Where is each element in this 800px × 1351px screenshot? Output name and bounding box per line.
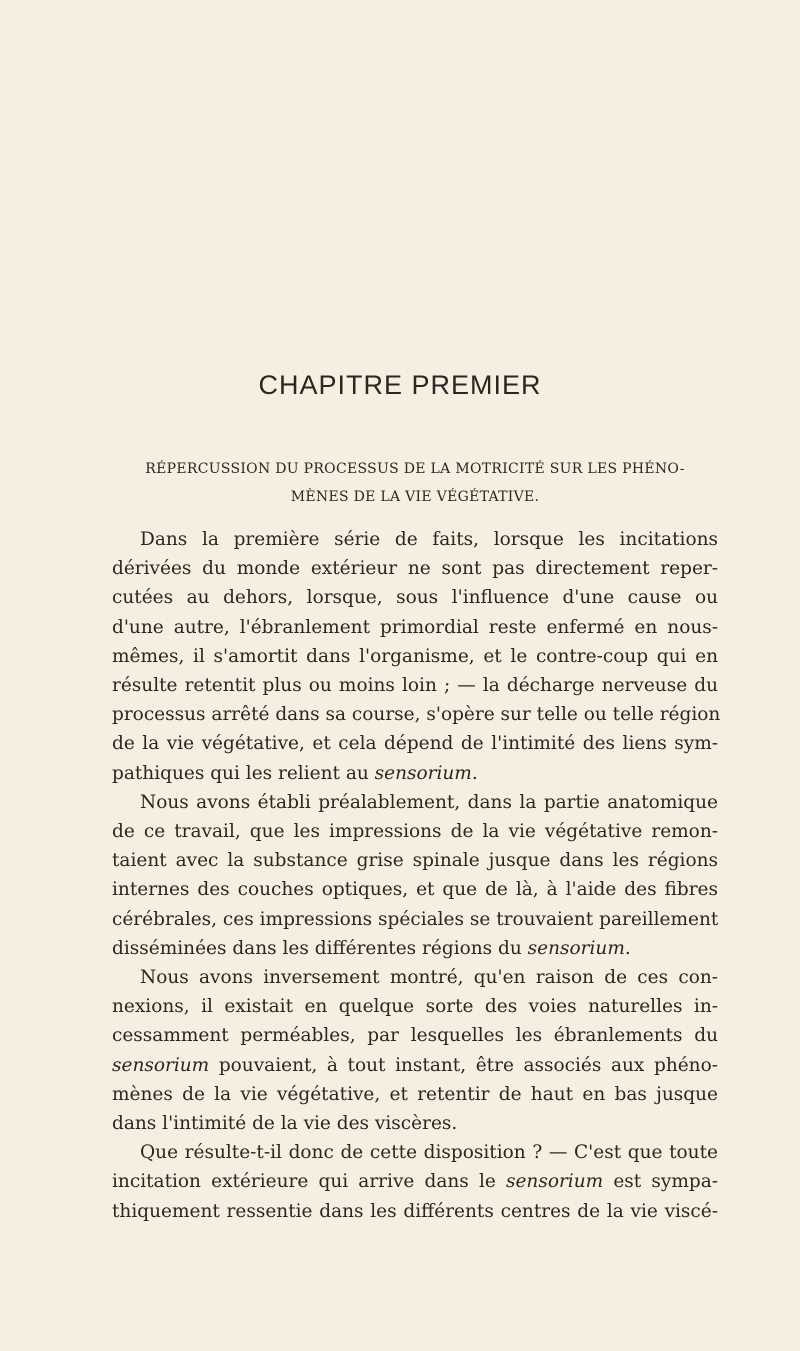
chapter-body — [112, 525, 721, 1226]
text-line: internes des couches optiques, et que de là, à l'aide des fibres — [112, 879, 718, 901]
text-line: Nous avons établi préalablement, dans la partie anatomique — [140, 791, 718, 813]
italic-term: sensorium. — [374, 762, 478, 784]
text-line: de ce travail, que les impressions de la vie végétative remon- — [112, 821, 718, 843]
text-line — [112, 1167, 718, 1196]
text-segment: incitation extérieure qui arrive dans le — [112, 1171, 506, 1193]
text-segment: disséminées dans les différentes régions du — [112, 937, 528, 959]
text-line — [112, 1051, 718, 1080]
text-line: nexions, il existait en quelque sorte des voies naturelles in- — [112, 996, 718, 1018]
text-line: résulte retentit plus ou moins loin ; — la décharge nerveuse du — [112, 675, 718, 697]
italic-term: sensorium — [505, 1171, 604, 1193]
text-line: dans l'intimité de la vie des viscères. — [112, 1113, 458, 1135]
text-line: cessamment perméables, par lesquelles les ébranlements du — [112, 1025, 718, 1047]
text-segment: est sympa- — [603, 1171, 718, 1193]
text-line: cérébrales, ces impressions spéciales se trouvaient pareillement — [112, 908, 719, 930]
subtitle-line-1: RÉPERCUSSION DU PROCESSUS DE LA MOTRICITÉ SUR LES PHÉNO- — [145, 461, 685, 477]
text-line: dérivées du monde extérieur ne sont pas directement reper- — [112, 558, 718, 580]
text-line: mènes de la vie végétative, et retentir de haut en bas jusque — [112, 1083, 718, 1105]
chapter-subtitle — [112, 455, 718, 511]
text-line: mêmes, il s'amortit dans l'organisme, et le contre-coup qui en — [112, 645, 718, 667]
chapter-title: CHAPITRE PREMIER — [258, 370, 542, 400]
text-line: cutées au dehors, lorsque, sous l'influence d'une cause ou — [112, 587, 718, 609]
text-line: d'une autre, l'ébranlement primordial reste enfermé en nous- — [112, 616, 718, 638]
text-line: Nous avons inversement montré, qu'en raison de ces con- — [140, 967, 718, 989]
text-segment: pouvaient, à tout instant, être associés aux phéno- — [209, 1054, 718, 1076]
text-segment: pathiques qui les relient au — [112, 762, 375, 784]
text-line: Dans la première série de faits, lorsque les incitations — [140, 529, 718, 550]
text-line — [112, 759, 718, 788]
italic-term: sensorium — [112, 1054, 210, 1076]
text-line: processus arrêté dans sa course, s'opère sur telle ou telle région — [112, 704, 721, 726]
subtitle-line-2: MÈNES DE LA VIE VÉGÉTATIVE. — [290, 489, 540, 505]
italic-term: sensorium. — [527, 937, 631, 959]
text-line: taient avec la substance grise spinale jusque dans les régions — [112, 850, 718, 872]
text-line — [112, 934, 718, 963]
text-line: Que résulte-t-il donc de cette disposition ? — C'est que toute — [140, 1142, 718, 1164]
text-line: de la vie végétative, et cela dépend de l'intimité des liens sym- — [112, 733, 718, 755]
text-line: thiquement ressentie dans les différents centres de la vie viscé- — [112, 1200, 718, 1222]
